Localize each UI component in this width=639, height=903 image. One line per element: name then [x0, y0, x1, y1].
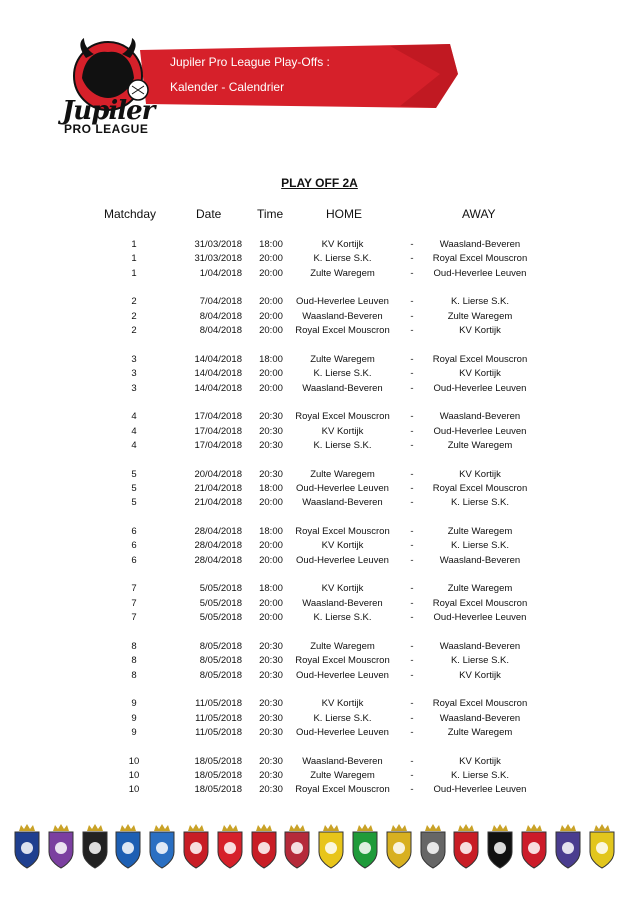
separator-cell: - — [410, 425, 414, 437]
club-crest-icon — [147, 822, 177, 870]
matchday-cell: 4 — [131, 440, 137, 451]
separator-cell: - — [410, 253, 414, 265]
club-crest-icon — [451, 822, 481, 870]
matchday-cell: 7 — [131, 597, 137, 609]
table-row — [0, 784, 639, 798]
matchday-cell: 8 — [131, 640, 137, 652]
matchday-cell: 10 — [128, 784, 140, 796]
date-cell: 20/04/2018 — [194, 468, 242, 480]
time-cell: 20:30 — [259, 698, 283, 710]
away-team-cell: KV Kortijk — [459, 755, 501, 767]
home-team-cell: Waasland-Beveren — [302, 382, 383, 394]
table-row — [0, 296, 639, 310]
club-crest-icon — [113, 822, 143, 870]
away-team-cell: Oud-Heverlee Leuven — [433, 425, 527, 437]
home-team-cell: Oud-Heverlee Leuven — [296, 483, 389, 494]
banner-title: Jupiler Pro League Play-Offs : — [170, 55, 330, 69]
table-row — [0, 253, 639, 267]
date-cell: 18/05/2018 — [194, 770, 242, 781]
date-cell: 8/05/2018 — [199, 669, 242, 681]
home-team-cell: Zulte Waregem — [310, 770, 375, 781]
time-cell: 20:00 — [259, 554, 283, 566]
logo-subtitle: PRO LEAGUE — [64, 122, 149, 136]
date-cell: 14/04/2018 — [194, 368, 242, 380]
separator-cell: - — [410, 770, 414, 781]
time-cell: 20:30 — [259, 411, 283, 423]
away-team-cell: Waasland-Beveren — [439, 411, 521, 423]
table-row — [0, 239, 639, 253]
away-team-cell: K. Lierse S.K. — [450, 497, 510, 509]
club-crest-icon — [215, 822, 245, 870]
home-team-cell: Waasland-Beveren — [302, 755, 383, 767]
table-row — [0, 325, 639, 339]
table-row — [0, 598, 639, 612]
table-row — [0, 526, 639, 540]
home-team-cell: Waasland-Beveren — [302, 597, 383, 609]
separator-cell: - — [410, 325, 414, 337]
table-row — [0, 770, 639, 784]
separator-cell: - — [410, 368, 414, 380]
home-team-cell: KV Kortijk — [321, 425, 364, 437]
table-row — [0, 612, 639, 626]
time-cell: 18:00 — [259, 353, 283, 365]
away-team-cell: K. Lierse S.K. — [450, 540, 510, 552]
separator-cell: - — [410, 526, 414, 537]
table-row — [0, 354, 639, 368]
separator-cell: - — [410, 483, 414, 494]
away-team-cell: Oud-Heverlee Leuven — [433, 612, 527, 624]
away-team-cell: Oud-Heverlee Leuven — [433, 784, 527, 796]
away-team-cell: Zulte Waregem — [447, 526, 513, 537]
date-cell: 21/04/2018 — [194, 483, 242, 494]
time-cell: 20:00 — [259, 497, 283, 509]
separator-cell: - — [410, 239, 414, 250]
matchday-cell: 8 — [131, 655, 137, 667]
home-team-cell: K. Lierse S.K. — [313, 712, 372, 724]
away-team-cell: K. Lierse S.K. — [450, 296, 510, 308]
club-crest-icon — [46, 822, 76, 870]
home-team-cell: K. Lierse S.K. — [313, 612, 372, 624]
separator-cell: - — [410, 597, 414, 609]
home-team-cell: KV Kortijk — [321, 239, 364, 250]
col-header-matchday: Matchday — [104, 207, 157, 221]
home-team-cell: Zulte Waregem — [310, 640, 375, 652]
date-cell: 8/04/2018 — [199, 310, 242, 322]
time-cell: 20:00 — [259, 267, 283, 279]
date-cell: 17/04/2018 — [194, 411, 242, 423]
away-team-cell: KV Kortijk — [459, 368, 501, 380]
away-team-cell: Waasland-Beveren — [439, 640, 521, 652]
separator-cell: - — [410, 497, 414, 509]
time-cell: 20:30 — [259, 440, 283, 451]
matchday-cell: 3 — [131, 353, 137, 365]
table-row — [0, 670, 639, 684]
table-row — [0, 756, 639, 770]
home-team-cell: Oud-Heverlee Leuven — [296, 727, 389, 738]
table-row — [0, 483, 639, 497]
date-cell: 11/05/2018 — [195, 698, 242, 710]
home-team-cell: Waasland-Beveren — [302, 310, 383, 322]
home-team-cell: Oud-Heverlee Leuven — [296, 296, 389, 308]
table-row — [0, 426, 639, 440]
away-team-cell: Oud-Heverlee Leuven — [433, 267, 527, 279]
date-cell: 8/05/2018 — [199, 655, 242, 667]
date-cell: 18/05/2018 — [194, 784, 242, 796]
time-cell: 20:00 — [259, 540, 283, 552]
separator-cell: - — [410, 540, 414, 552]
matchday-cell: 2 — [131, 310, 137, 322]
separator-cell: - — [410, 411, 414, 423]
date-cell: 18/05/2018 — [194, 755, 242, 767]
home-team-cell: Royal Excel Mouscron — [295, 655, 390, 667]
club-crest-icon — [350, 822, 380, 870]
away-team-cell: Waasland-Beveren — [439, 554, 521, 566]
away-team-cell: K. Lierse S.K. — [450, 770, 510, 781]
separator-cell: - — [410, 296, 414, 308]
banner-text — [170, 50, 330, 100]
time-cell: 20:00 — [259, 310, 283, 322]
separator-cell: - — [410, 468, 414, 480]
club-crest-icon — [519, 822, 549, 870]
away-team-cell: Royal Excel Mouscron — [432, 353, 528, 365]
time-cell: 20:00 — [259, 382, 283, 394]
matchday-cell: 6 — [131, 526, 137, 537]
club-crest-icon — [316, 822, 346, 870]
matchday-cell: 6 — [131, 554, 137, 566]
table-row — [0, 411, 639, 425]
matchday-cell: 10 — [128, 755, 140, 767]
home-team-cell: K. Lierse S.K. — [313, 440, 372, 451]
home-team-cell: Zulte Waregem — [310, 468, 375, 480]
date-cell: 28/04/2018 — [194, 526, 242, 537]
separator-cell: - — [410, 784, 414, 796]
header — [0, 0, 639, 140]
separator-cell: - — [410, 727, 414, 738]
col-header-home: HOME — [326, 207, 362, 221]
separator-cell: - — [410, 267, 414, 279]
matchday-cell: 7 — [131, 612, 137, 624]
away-team-cell: Royal Excel Mouscron — [432, 698, 528, 710]
home-team-cell: Oud-Heverlee Leuven — [296, 554, 389, 566]
home-team-cell: Oud-Heverlee Leuven — [296, 669, 389, 681]
separator-cell: - — [410, 669, 414, 681]
separator-cell: - — [410, 440, 414, 451]
col-header-time: Time — [257, 207, 284, 221]
home-team-cell: Zulte Waregem — [310, 267, 375, 279]
club-crest-icon — [587, 822, 617, 870]
club-crest-icon — [384, 822, 414, 870]
col-header-date: Date — [196, 207, 222, 221]
separator-cell: - — [410, 612, 414, 624]
time-cell: 20:30 — [259, 770, 283, 781]
table-row — [0, 583, 639, 597]
home-team-cell: KV Kortijk — [321, 540, 364, 552]
date-cell: 11/05/2018 — [195, 712, 242, 724]
matchday-cell: 1 — [131, 239, 137, 250]
date-cell: 5/05/2018 — [199, 583, 242, 595]
matchday-cell: 3 — [131, 368, 137, 380]
logo-wordmark: Jupiler — [62, 96, 155, 126]
table-row — [0, 727, 639, 741]
club-crests-strip — [0, 822, 639, 882]
separator-cell: - — [410, 712, 414, 724]
matchday-cell: 9 — [131, 712, 137, 724]
date-cell: 11/05/2018 — [195, 727, 242, 738]
table-row — [0, 655, 639, 669]
away-team-cell: Royal Excel Mouscron — [432, 483, 528, 494]
club-crest-icon — [249, 822, 279, 870]
time-cell: 20:30 — [259, 425, 283, 437]
matchday-cell: 9 — [131, 727, 137, 738]
separator-cell: - — [410, 353, 414, 365]
time-cell: 20:30 — [259, 468, 283, 480]
home-team-cell: K. Lierse S.K. — [313, 368, 372, 380]
matchday-cell: 2 — [131, 296, 137, 308]
date-cell: 5/05/2018 — [199, 612, 242, 624]
separator-cell: - — [410, 310, 414, 322]
club-crest-icon — [12, 822, 42, 870]
away-team-cell: Oud-Heverlee Leuven — [433, 382, 527, 394]
time-cell: 18:00 — [259, 239, 283, 250]
away-team-cell: Waasland-Beveren — [439, 239, 521, 250]
date-cell: 17/04/2018 — [194, 440, 242, 451]
table-row — [0, 497, 639, 511]
home-team-cell: Waasland-Beveren — [302, 497, 383, 509]
separator-cell: - — [410, 698, 414, 710]
time-cell: 20:00 — [259, 597, 283, 609]
table-row — [0, 383, 639, 397]
time-cell: 20:30 — [259, 712, 283, 724]
club-crest-icon — [282, 822, 312, 870]
time-cell: 20:00 — [259, 325, 283, 337]
club-crest-icon — [181, 822, 211, 870]
table-row — [0, 268, 639, 282]
club-crest-icon — [553, 822, 583, 870]
matchday-cell: 4 — [131, 411, 137, 423]
away-team-cell: Royal Excel Mouscron — [432, 253, 528, 265]
table-row — [0, 641, 639, 655]
col-header-away: AWAY — [462, 207, 496, 221]
time-cell: 20:30 — [259, 755, 283, 767]
matchday-cell: 4 — [131, 425, 137, 437]
date-cell: 7/04/2018 — [199, 296, 242, 308]
matchday-cell: 5 — [131, 468, 137, 480]
matchday-cell: 7 — [131, 583, 137, 595]
matchday-cell: 2 — [131, 325, 137, 337]
separator-cell: - — [410, 382, 414, 394]
date-cell: 14/04/2018 — [194, 353, 242, 365]
matchday-cell: 8 — [131, 669, 137, 681]
time-cell: 20:30 — [259, 640, 283, 652]
table-row — [0, 540, 639, 554]
away-team-cell: Zulte Waregem — [447, 727, 513, 738]
home-team-cell: KV Kortijk — [321, 583, 364, 595]
date-cell: 31/03/2018 — [194, 253, 242, 265]
date-cell: 14/04/2018 — [194, 382, 242, 394]
home-team-cell: Royal Excel Mouscron — [295, 411, 390, 423]
table-row — [0, 713, 639, 727]
time-cell: 20:30 — [259, 727, 283, 738]
separator-cell: - — [410, 640, 414, 652]
time-cell: 20:00 — [259, 296, 283, 308]
home-team-cell: Royal Excel Mouscron — [295, 526, 390, 537]
away-team-cell: KV Kortijk — [459, 468, 501, 480]
home-team-cell: Zulte Waregem — [310, 353, 375, 365]
home-team-cell: K. Lierse S.K. — [313, 253, 372, 265]
away-team-cell: KV Kortijk — [459, 325, 501, 337]
home-team-cell: Royal Excel Mouscron — [295, 784, 390, 796]
separator-cell: - — [410, 583, 414, 595]
away-team-cell: Zulte Waregem — [447, 440, 513, 451]
club-crest-icon — [80, 822, 110, 870]
table-row — [0, 311, 639, 325]
date-cell: 5/05/2018 — [199, 597, 242, 609]
matchday-cell: 10 — [128, 770, 140, 781]
matchday-cell: 3 — [131, 382, 137, 394]
matchday-cell: 5 — [131, 497, 137, 509]
matchday-cell: 1 — [131, 267, 137, 279]
home-team-cell: KV Kortijk — [321, 698, 364, 710]
table-row — [0, 698, 639, 712]
away-team-cell: Waasland-Beveren — [439, 712, 521, 724]
date-cell: 28/04/2018 — [194, 540, 242, 552]
matchday-cell: 9 — [131, 698, 137, 710]
table-row — [0, 368, 639, 382]
time-cell: 20:00 — [259, 368, 283, 380]
time-cell: 18:00 — [259, 583, 283, 595]
time-cell: 20:00 — [259, 612, 283, 624]
date-cell: 1/04/2018 — [199, 267, 242, 279]
table-row — [0, 469, 639, 483]
separator-cell: - — [410, 655, 414, 667]
time-cell: 18:00 — [259, 526, 283, 537]
table-row — [0, 555, 639, 569]
matchday-cell: 6 — [131, 540, 137, 552]
date-cell: 17/04/2018 — [194, 425, 242, 437]
home-team-cell: Royal Excel Mouscron — [295, 325, 390, 337]
date-cell: 28/04/2018 — [194, 554, 242, 566]
date-cell: 8/04/2018 — [199, 325, 242, 337]
matchday-cell: 1 — [131, 253, 137, 265]
time-cell: 20:30 — [259, 784, 283, 796]
page-title: PLAY OFF 2A — [281, 176, 358, 190]
date-cell: 21/04/2018 — [194, 497, 242, 509]
separator-cell: - — [410, 755, 414, 767]
away-team-cell: Zulte Waregem — [447, 583, 513, 595]
time-cell: 20:00 — [259, 253, 283, 265]
away-team-cell: K. Lierse S.K. — [450, 655, 510, 667]
time-cell: 18:00 — [259, 483, 283, 494]
table-row — [0, 440, 639, 454]
banner-subtitle: Kalender - Calendrier — [170, 80, 285, 94]
separator-cell: - — [410, 554, 414, 566]
time-cell: 20:30 — [259, 669, 283, 681]
away-team-cell: Zulte Waregem — [447, 310, 513, 322]
club-crest-icon — [418, 822, 448, 870]
matchday-cell: 5 — [131, 483, 137, 494]
time-cell: 20:30 — [259, 655, 283, 667]
away-team-cell: KV Kortijk — [459, 669, 501, 681]
away-team-cell: Royal Excel Mouscron — [432, 597, 528, 609]
club-crest-icon — [485, 822, 515, 870]
date-cell: 8/05/2018 — [199, 640, 242, 652]
date-cell: 31/03/2018 — [194, 239, 242, 250]
